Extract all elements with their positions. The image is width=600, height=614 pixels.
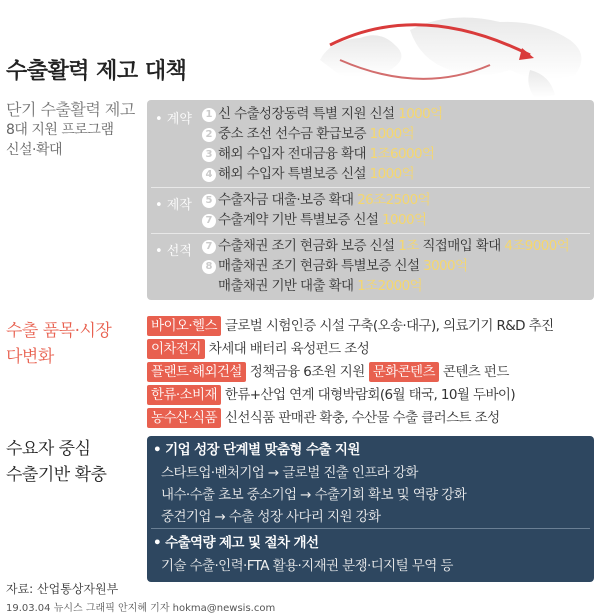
program-text: 신 수출성장동력 특별 지원 신설: [218, 106, 399, 122]
item-number: 7: [202, 214, 216, 228]
row-text: 정책금융 6조원 지원: [249, 364, 365, 380]
category-tag: 농수산·식품: [147, 408, 221, 428]
program-text: 중소 조선 선수금 환급보증: [218, 126, 370, 142]
section3-heading: [6, 436, 106, 488]
row-text: 글로벌 시험인증 시설 구축(오송·대구), 의료기기 R&D 추진: [224, 318, 554, 334]
item-number: 2: [202, 128, 216, 142]
item-number: 4: [202, 168, 216, 182]
program-text: 해외 수입자 전대금융 확대: [218, 146, 370, 162]
item-number: 1: [202, 108, 216, 122]
section1-heading-line3: 신설·확대: [6, 142, 63, 158]
group-divider: [151, 233, 590, 234]
group-label-production: • 제작: [155, 198, 192, 213]
diversification-row: [147, 385, 515, 405]
program-text: 수출자금 대출·보증 확대: [218, 192, 358, 208]
program-row: [218, 276, 422, 296]
block1-title: • 기업 성장 단계별 맞춤형 수출 지원: [153, 442, 360, 458]
program-amount: 1조: [398, 238, 419, 254]
group-label-shipping: • 선적: [155, 244, 192, 259]
program-text: 매출채권 조기 현금화 특별보증 신설: [218, 258, 424, 274]
program-amount: 1000억: [398, 106, 443, 122]
section1-heading-line1: 단기 수출활력 제고: [6, 100, 135, 119]
source-note: 자료: 산업통상자원부: [6, 582, 119, 596]
program-row: [202, 144, 434, 164]
diversification-row: [147, 408, 500, 428]
section3-heading-line2: 수출기반 확충: [6, 465, 107, 485]
program-row: [202, 256, 467, 276]
section3-support-box: [147, 436, 594, 582]
category-tag: 바이오·헬스: [147, 316, 221, 336]
world-map-illustration: [300, 0, 600, 100]
category-tag: 한류·소비재: [147, 385, 221, 405]
block1-item: 스타트업·벤처기업 → 글로벌 진출 인프라 강화: [161, 465, 418, 481]
block-divider: [151, 528, 590, 529]
section1-heading: [6, 100, 135, 160]
block2-item: 기술 수출·인력·FTA 활용·지재권 분쟁·디지털 무역 등: [161, 558, 453, 574]
item-number: 8: [202, 260, 216, 274]
item-number: 7: [202, 240, 216, 254]
program-text: 수출채권 조기 현금화 보증 신설: [218, 238, 399, 254]
program-amount: 4조9000억: [504, 238, 570, 254]
row-text: 신선식품 판매관 확충, 수산물 수출 클러스트 조성: [224, 410, 500, 426]
section1-heading-line2: 8대 지원 프로그램: [6, 122, 114, 138]
program-text: 매출채권 기반 대출 확대: [218, 278, 358, 294]
program-amount: 3000억: [423, 258, 468, 274]
program-row: [202, 190, 430, 210]
diversification-row: [147, 339, 369, 359]
program-amount: 1000억: [369, 126, 415, 142]
row-text: 한류+산업 연계 대형박람회(6월 태국, 10월 두바이): [224, 387, 516, 403]
row-text: 차세대 배터리 육성펀드 조성: [208, 341, 370, 357]
category-tag: 문화콘텐츠: [369, 362, 439, 382]
item-number: 5: [202, 194, 216, 208]
program-row: [202, 124, 414, 144]
section2-heading: [6, 318, 111, 370]
row-text: 콘텐츠 펀드: [442, 364, 509, 380]
page-title: 수출활력 제고 대책: [6, 59, 187, 84]
group-divider: [151, 187, 590, 188]
program-amount: 1000억: [369, 166, 415, 182]
program-row: [202, 236, 569, 256]
program-row: [202, 210, 426, 230]
program-amount: 1조2000억: [357, 278, 423, 294]
section2-heading-line2: 다변화: [6, 347, 54, 367]
diversification-row: [147, 362, 509, 382]
program-amount: 1000억: [382, 212, 427, 228]
program-row: [202, 104, 443, 124]
program-amount: 1조6000억: [369, 146, 435, 162]
program-amount: 26조2500억: [357, 192, 431, 208]
category-tag: 이차전지: [147, 339, 205, 359]
block1-item: 내수·수출 초보 중소기업 → 수출기회 확보 및 역량 강화: [161, 487, 467, 503]
category-tag: 플랜트·해외건설: [147, 362, 246, 382]
section3-heading-line1: 수요자 중심: [6, 439, 91, 459]
credit-line: 19.03.04 뉴시스 그래픽 안지혜 기자 hokma@newsis.com: [6, 603, 276, 614]
section2-heading-line1: 수출 품목·시장: [6, 321, 112, 341]
program-text: 수출계약 기반 특별보증 신설: [218, 212, 383, 228]
diversification-row: [147, 316, 554, 336]
program-row: [202, 164, 414, 184]
block1-item: 중견기업 → 수출 성장 사다리 지원 강화: [161, 509, 381, 525]
section1-program-box: [147, 100, 594, 300]
group-label-contract: • 계약: [155, 112, 192, 127]
item-number: 3: [202, 148, 216, 162]
program-text: 해외 수입자 특별보증 신설: [218, 166, 370, 182]
block2-title: • 수출역량 제고 및 절차 개선: [153, 535, 319, 551]
program-text: 직접매입 확대: [418, 238, 505, 254]
